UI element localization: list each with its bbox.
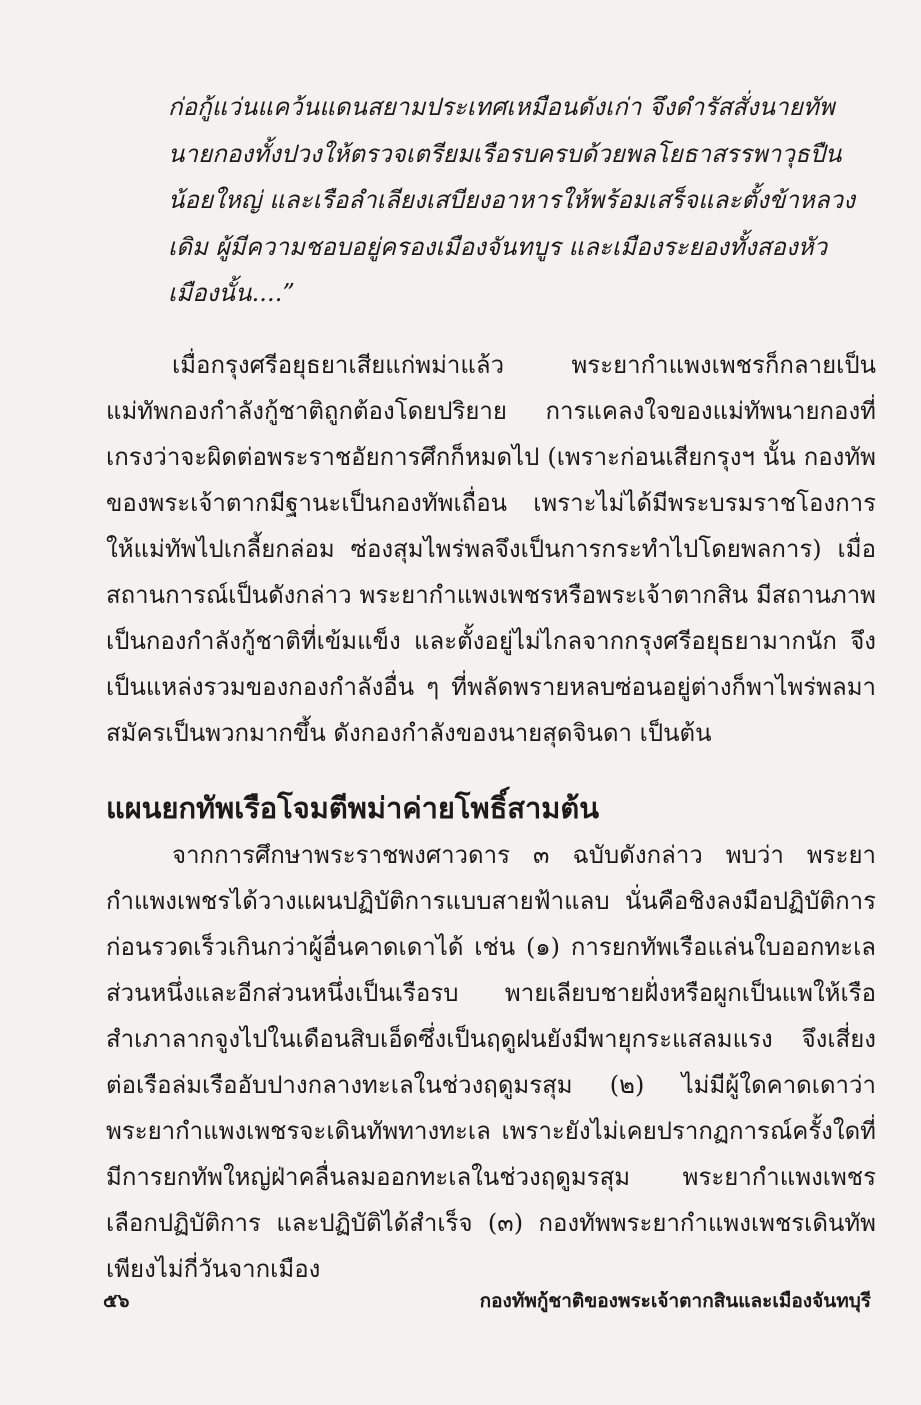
body-paragraph-2: จากการศึกษาพระราชพงศาวดาร ๓ ฉบับดังกล่าว พบว่า พระยากำแพงเพชรได้วางแผนปฏิบัติการแบบสายฟ้าแลบ นั่นคือชิงลงมือปฏิบัติการก่อนรวดเร็วเกินกว่าผู้อื่นคาดเดาได้ เช่น (๑) การยกทัพเรือแล่นใบออกทะเลส่วนหนึ่งและอีกส่วนหนึ่งเป็นเรือรบ พายเลียบชายฝั่งหรือผูกเป็นแพให้เรือสำเภาลากจูงไปในเดือนสิบเอ็ดซึ่งเป็นฤดูฝนยังมีพายุกระแสลมแรง จึงเสี่ยงต่อเรือล่มเรืออับปางกลางทะเลในช่วงฤดูมรสุม (๒) ไม่มีผู้ใดคาดเดาว่าพระยากำแพงเพชรจะเดินทัพทางทะเล เพราะยังไม่เคยปรากฏการณ์ครั้งใดที่มีการยกทัพใหญ่ฝ่าคลื่นลมออกทะเลในช่วงฤดูมรสุม พระยากำแพงเพชรเลือกปฏิบัติการ และปฏิบัติได้สำเร็จ (๓) กองทัพพระยากำแพงเพชรเดินทัพเพียงไม่กี่วันจากเมือง — [106, 841, 876, 1283]
quoted-passage: ก่อกู้แว่นแคว้นแดนสยามประเทศเหมือนดังเก่า จึงดำรัสสั่งนายทัพนายกองทั้งปวงให้ตรวจเตรียมเรือรบครบด้วยพลโยธาสรรพาวุธปืนน้อยใหญ่ และเรือลำเลียงเสบียงอาหารให้พร้อมเสร็จและตั้งข้าหลวงเดิม ผู้มีความชอบอยู่ครองเมืองจันทบูร และเมืองระยองทั้งสองหัวเมืองนั้น....” — [168, 93, 856, 307]
page-number: ๕๖ — [103, 1290, 130, 1312]
body-paragraph-1: เมื่อกรุงศรีอยุธยาเสียแก่พม่าแล้ว พระยากำแพงเพชรก็กลายเป็นแม่ทัพกองกำลังกู้ชาติถูกต้องโดยปริยาย การแคลงใจของแม่ทัพนายกองที่เกรงว่าจะผิดต่อพระราชอัยการศึกก็หมดไป (เพราะก่อนเสียกรุงฯ นั้น กองทัพของพระเจ้าตากมีฐานะเป็นกองทัพเถื่อน เพราะไม่ได้มีพระบรมราชโองการให้แม่ทัพไปเกลี้ยกล่อม ซ่องสุมไพร่พลจึงเป็นการกระทำไปโดยพลการ) เมื่อสถานการณ์เป็นดังกล่าว พระยากำแพงเพชรหรือพระเจ้าตากสิน มีสถานภาพเป็นกองกำลังกู้ชาติที่เข้มแข็ง และตั้งอยู่ไม่ไกลจากกรุงศรีอยุธยามากนัก จึงเป็นแหล่งรวมของกองกำลังอื่น ๆ ที่พลัดพรายหลบซ่อนอยู่ต่างก็พาไพร่พลมาสมัครเป็นพวกมากขึ้น ดังกองกำลังของนายสุดจินดา เป็นต้น — [106, 351, 876, 747]
section-heading: แผนยกทัพเรือโจมตีพม่าค่ายโพธิ์สามต้น — [106, 791, 600, 825]
running-footer-title: กองทัพกู้ชาติของพระเจ้าตากสินและเมืองจันทบุรี — [479, 1290, 871, 1312]
